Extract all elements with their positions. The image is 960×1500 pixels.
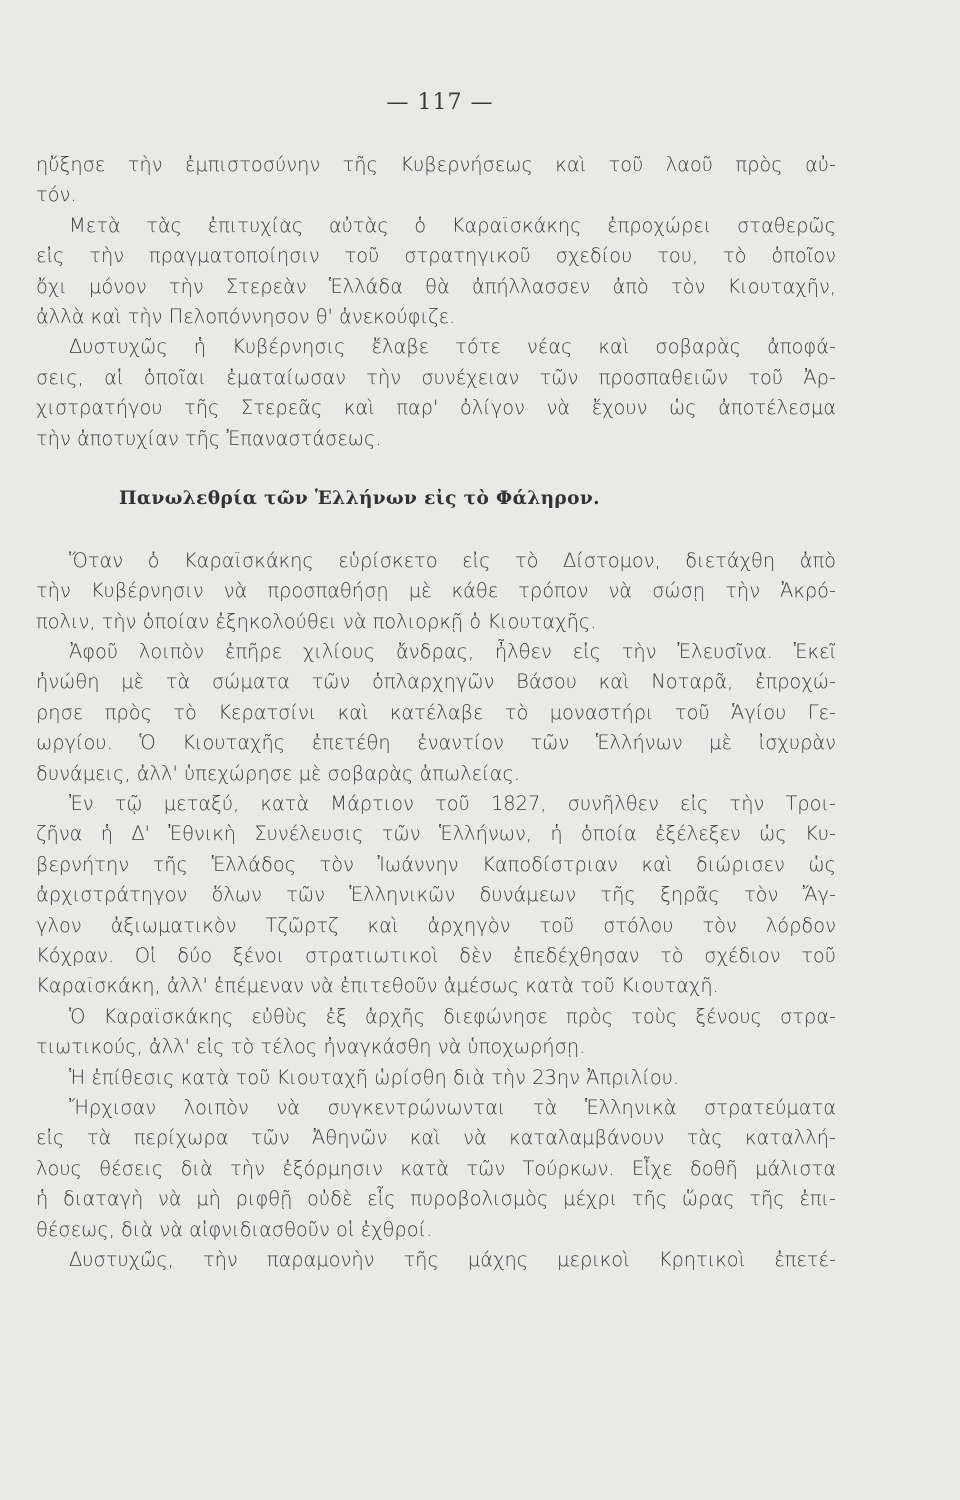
paragraph bbox=[36, 546, 836, 637]
body-text bbox=[36, 150, 836, 1275]
paragraph bbox=[36, 1063, 836, 1093]
paragraph bbox=[36, 637, 836, 789]
text-line: ἠνώθη μὲ τὰ σώματα τῶν ὁπλαρχηγῶν Βάσου καὶ Νοταρᾶ, ἐπροχώ- bbox=[36, 670, 836, 694]
text-line: Ἤρχισαν λοιπὸν νὰ συγκεντρώνωνται τὰ Ἑλληνικὰ στρατεύματα bbox=[69, 1095, 836, 1119]
text-line: Δυστυχῶς, τὴν παραμονὴν τῆς μάχης μερικοὶ Κρητικοὶ ἐπετέ- bbox=[69, 1247, 836, 1271]
text-line: πολιν, τὴν ὁποίαν ἐξηκολούθει νὰ πολιορκῇ ὁ Κιουταχῆς. bbox=[36, 609, 597, 633]
paragraph bbox=[36, 150, 836, 211]
paragraph bbox=[36, 332, 836, 454]
text-line: Ἐν τῷ μεταξύ, κατὰ Μάρτιον τοῦ 1827, συνῆλθεν εἰς τὴν Τροι- bbox=[69, 792, 836, 816]
text-line: Ἀφοῦ λοιπὸν ἐπῆρε χιλίους ἄνδρας, ἦλθεν εἰς τὴν Ἐλευσῖνα. Ἐκεῖ bbox=[69, 640, 836, 664]
text-line: ωργίου. Ὁ Κιουταχῆς ἐπετέθη ἐναντίον τῶν Ἑλλήνων μὲ ἰσχυρὰν bbox=[36, 731, 836, 755]
text-line: ἀλλὰ καὶ τὴν Πελοπόννησον θ' ἀνεκούφιζε. bbox=[36, 304, 456, 328]
text-line: σεις, αἱ ὁποῖαι ἐματαίωσαν τὴν συνέχειαν τῶν προσπαθειῶν τοῦ Ἀρ- bbox=[36, 365, 836, 389]
text-line: γλον ἀξιωματικὸν Τζῶρτζ καὶ ἀρχηγὸν τοῦ στόλου τὸν λόρδον bbox=[36, 913, 836, 937]
paragraph bbox=[36, 211, 836, 333]
text-line: ἡ διαταγὴ νὰ μὴ ριφθῇ οὐδὲ εἷς πυροβολισμὸς μέχρι τῆς ὥρας τῆς ἐπι- bbox=[36, 1187, 836, 1211]
text-line: τὴν ἀποτυχίαν τῆς Ἐπαναστάσεως. bbox=[36, 426, 382, 450]
text-line: Μετὰ τὰς ἐπιτυχίας αὐτὰς ὁ Καραϊσκάκης ἐπροχώρει σταθερῶς bbox=[69, 213, 836, 237]
text-line: ἀρχιστράτηγον ὅλων τῶν Ἑλληνικῶν δυνάμεων τῆς ξηρᾶς τὸν Ἄγ- bbox=[36, 883, 836, 907]
section-after-heading bbox=[36, 546, 836, 1275]
page-number: — 117 — bbox=[386, 90, 494, 115]
text-line: τιωτικούς, ἀλλ' εἰς τὸ τέλος ἠναγκάσθη νὰ ὑποχωρήσῃ. bbox=[36, 1035, 586, 1059]
text-line: ηὔξησε τὴν ἐμπιστοσύνην τῆς Κυβερνήσεως καὶ τοῦ λαοῦ πρὸς αὐ- bbox=[36, 153, 836, 176]
text-line: τὴν Κυβέρνησιν νὰ προσπαθήσῃ μὲ κάθε τρόπον νὰ σώσῃ τὴν Ἀκρό- bbox=[36, 579, 836, 603]
text-line: ζῆνα ἡ Δ' Ἐθνικὴ Συνέλευσις τῶν Ἑλλήνων, ἡ ὁποία ἐξέλεξεν ὡς Κυ- bbox=[36, 822, 836, 846]
text-line: ὄχι μόνον τὴν Στερεὰν Ἑλλάδα θὰ ἀπήλλασσεν ἀπὸ τὸν Κιουταχῆν, bbox=[36, 274, 836, 298]
paragraph bbox=[36, 1093, 836, 1245]
section-before-heading bbox=[36, 150, 836, 454]
paragraph bbox=[36, 1245, 836, 1275]
text-line: ρησε πρὸς τὸ Κερατσίνι καὶ κατέλαβε τὸ μοναστήρι τοῦ Ἁγίου Γε- bbox=[36, 700, 836, 724]
text-line: Καραϊσκάκη, ἀλλ' ἐπέμεναν νὰ ἐπιτεθοῦν ἀμέσως κατὰ τοῦ Κιουταχῆ. bbox=[36, 974, 719, 998]
text-line: λους θέσεις διὰ τὴν ἐξόρμησιν κατὰ τῶν Τούρκων. Εἶχε δοθῆ μάλιστα bbox=[36, 1156, 836, 1180]
text-line: Ὁ Καραϊσκάκης εὐθὺς ἐξ ἀρχῆς διεφώνησε πρὸς τοὺς ξένους στρα- bbox=[69, 1004, 836, 1028]
text-line: τόν. bbox=[36, 183, 77, 207]
text-line: Ἡ ἐπίθεσις κατὰ τοῦ Κιουταχῆ ὡρίσθη διὰ τὴν 23ην Ἀπριλίου. bbox=[69, 1065, 680, 1089]
text-line: εἰς τὴν πραγματοποίησιν τοῦ στρατηγικοῦ σχεδίου του, τὸ ὁποῖον bbox=[36, 244, 836, 268]
text-line: δυνάμεις, ἀλλ' ὑπεχώρησε μὲ σοβαρὰς ἀπωλείας. bbox=[36, 761, 520, 785]
text-line: βερνήτην τῆς Ἑλλάδος τὸν Ἰωάννην Καποδίστριαν καὶ διώρισεν ὡς bbox=[36, 852, 836, 876]
text-line: Κόχραν. Οἱ δύο ξένοι στρατιωτικοὶ δὲν ἐπεδέχθησαν τὸ σχέδιον τοῦ bbox=[36, 943, 836, 967]
section-heading: Πανωλεθρία τῶν Ἑλλήνων εἰς τὸ Φάληρον. bbox=[119, 487, 600, 509]
paragraph bbox=[36, 1002, 836, 1063]
paragraph bbox=[36, 789, 836, 1002]
text-line: θέσεως, διὰ νὰ αἰφνιδιασθοῦν οἱ ἐχθροί. bbox=[36, 1217, 433, 1241]
text-line: Δυστυχῶς ἡ Κυβέρνησις ἔλαβε τότε νέας καὶ σοβαρὰς ἀποφά- bbox=[69, 335, 836, 359]
text-line: Ὅταν ὁ Καραϊσκάκης εὑρίσκετο εἰς τὸ Δίστομον, διετάχθη ἀπὸ bbox=[69, 548, 836, 572]
text-line: εἰς τὰ περίχωρα τῶν Ἀθηνῶν καὶ νὰ καταλαμβάνουν τὰς καταλλή- bbox=[36, 1126, 836, 1150]
text-line: χιστρατήγου τῆς Στερεᾶς καὶ παρ' ὀλίγον νὰ ἔχουν ὡς ἀποτέλεσμα bbox=[36, 396, 836, 420]
